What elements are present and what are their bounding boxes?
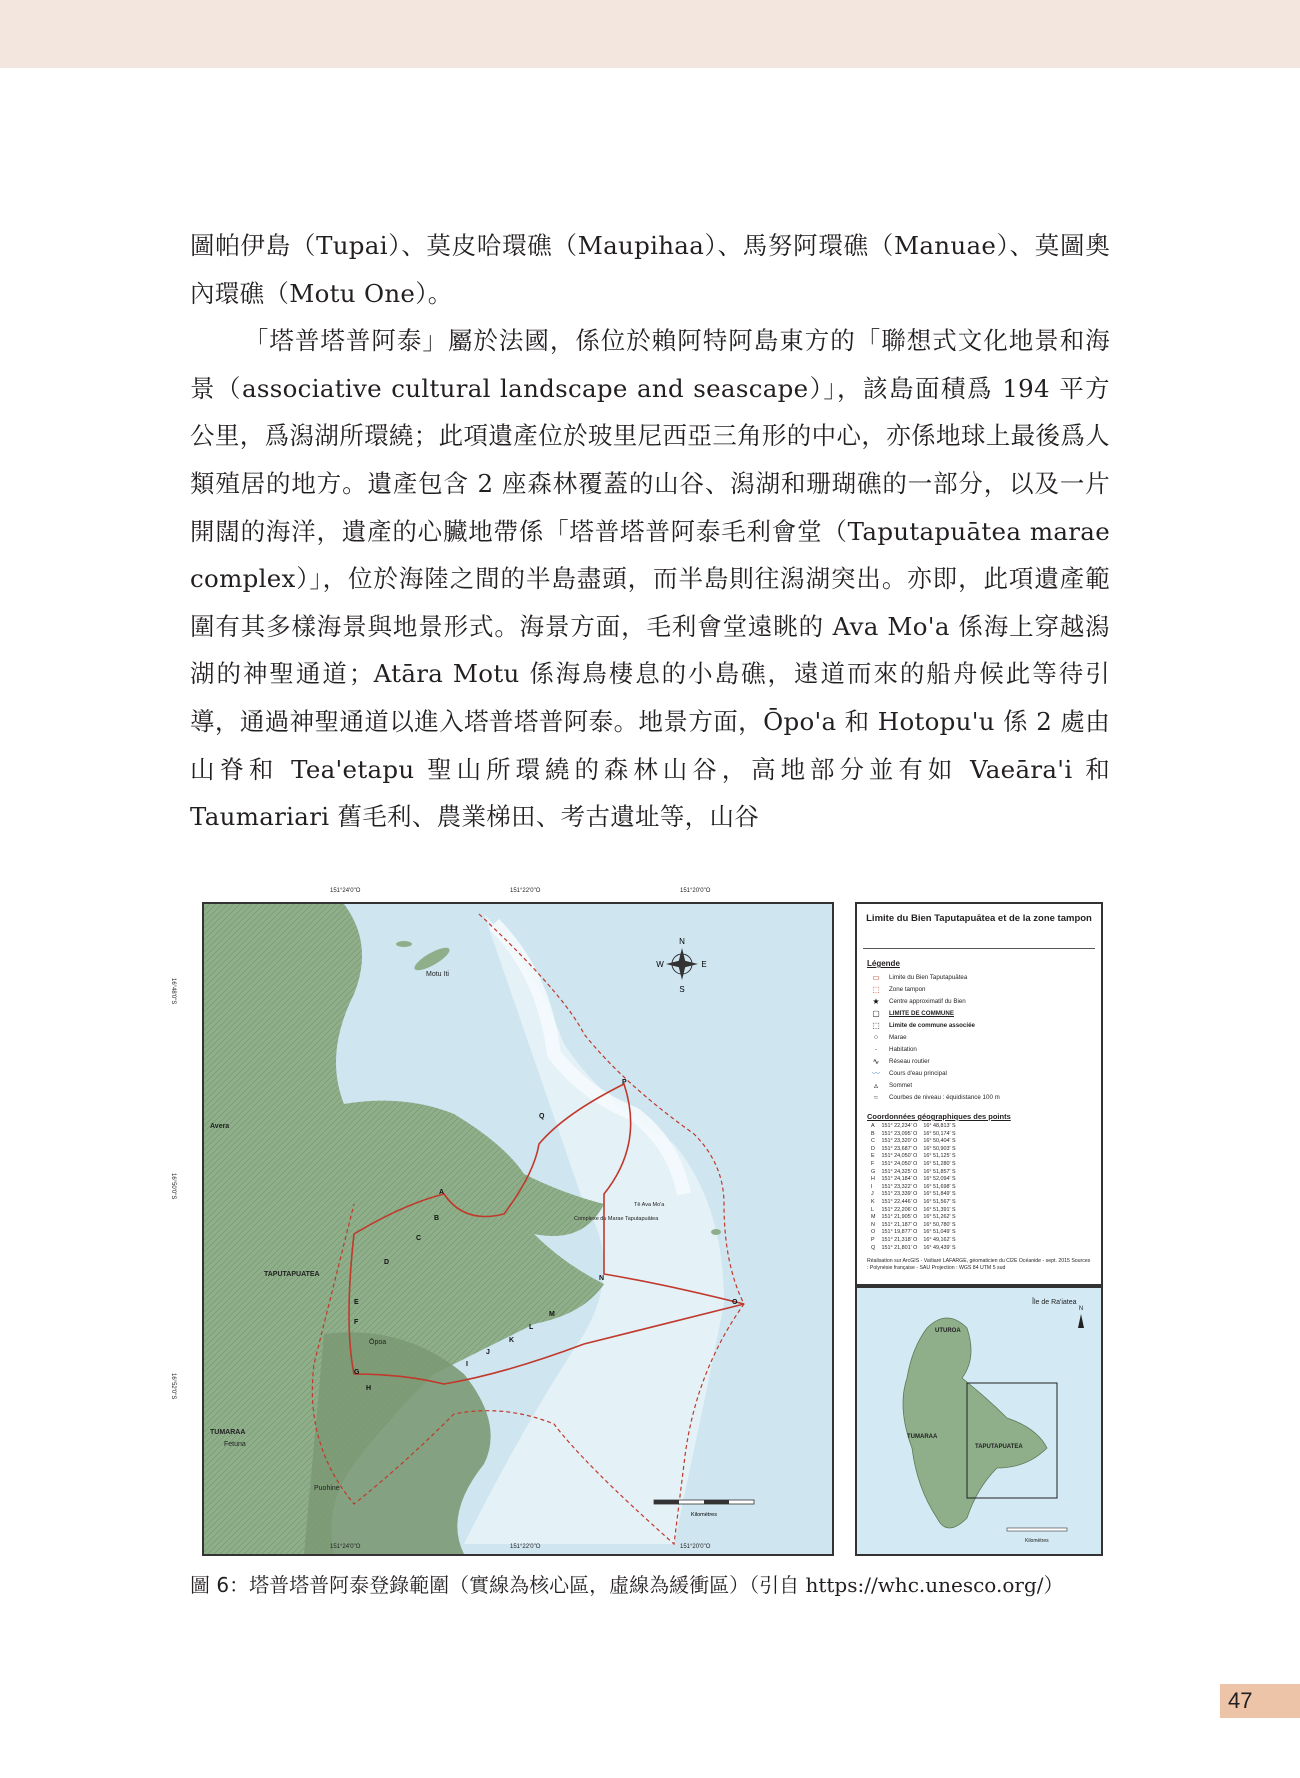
coords-row — [871, 1237, 962, 1245]
coords-cell: 151° 23,322' O — [881, 1183, 918, 1190]
lon-label-top-3: 151°20'0"O — [680, 888, 711, 894]
paragraph-1: 圖帕伊島（Tupai）、莫皮哈環礁（Maupihaa）、馬努阿環礁（Manuae）、莫圖奧內環礁（Motu One）。 — [190, 231, 1110, 308]
coords-cell: 151° 23,687' O — [881, 1145, 918, 1152]
coords-cell: O — [871, 1229, 876, 1236]
label-fetuna: Fetuna — [224, 1441, 246, 1448]
coords-cell: 151° 22,234' O — [881, 1123, 918, 1129]
islet-1 — [412, 944, 453, 974]
coords-cell: 151° 23,320' O — [881, 1138, 918, 1145]
commune-boundary-icon: ▢ — [872, 1009, 880, 1018]
coords-cell: 16° 51,125' S — [923, 1153, 956, 1160]
coords-cell: 16° 50,174' S — [923, 1130, 956, 1137]
label-opoa: Ōpoa — [369, 1339, 387, 1346]
coords-cell: L — [871, 1206, 874, 1213]
point-q: Q — [539, 1113, 545, 1120]
coords-cell: 16° 51,857' S — [923, 1168, 956, 1175]
lon-label-bottom-1: 151°24'0"O — [330, 1544, 361, 1550]
coords-row — [871, 1245, 962, 1253]
point-e: E — [354, 1299, 359, 1306]
coords-cell: 16° 51,849' S — [923, 1191, 956, 1198]
svg-text:Kilomètres: Kilomètres — [691, 1512, 717, 1518]
coords-cell: 151° 21,318' O — [881, 1236, 918, 1243]
islet-2 — [396, 941, 412, 947]
coords-title: Coordonnées géographiques des points — [867, 1112, 1011, 1121]
inset-compass-n: N — [1078, 1306, 1084, 1312]
label-taputapuatea: TAPUTAPUATEA — [264, 1271, 320, 1278]
north-arrow-icon — [1078, 1314, 1084, 1328]
legend-item: ▭ Limite du Bien Taputapuātea — [867, 972, 1101, 984]
lon-label-top-1: 151°24'0"O — [330, 888, 361, 894]
coords-cell: 16° 51,049' S — [923, 1229, 956, 1236]
point-j: J — [486, 1349, 490, 1356]
point-i: I — [466, 1361, 468, 1368]
coords-cell: 151° 21,801' O — [881, 1244, 918, 1251]
coords-cell: 151° 19,877' O — [881, 1229, 918, 1236]
point-n: N — [599, 1275, 605, 1282]
coords-cell: 16° 51,391' S — [923, 1206, 956, 1213]
coords-cell: M — [871, 1214, 876, 1221]
legend-item: 〰 Cours d'eau principal — [867, 1068, 1101, 1080]
coords-cell: 16° 50,404' S — [923, 1138, 956, 1145]
coords-cell: Q — [871, 1244, 876, 1251]
coords-row — [871, 1176, 962, 1184]
lon-label-bottom-3: 151°20'0"O — [680, 1544, 711, 1550]
star-icon: ★ — [872, 997, 880, 1006]
svg-text:E: E — [701, 960, 707, 969]
legend-title: Limite du Bien Taputapuātea et de la zone tampon — [863, 908, 1095, 949]
coords-row — [871, 1146, 962, 1154]
legend-item: ▢ LIMITE DE COMMUNE — [867, 1008, 1101, 1020]
coords-row — [871, 1229, 962, 1237]
point-c: C — [416, 1235, 422, 1242]
point-l: L — [529, 1324, 534, 1331]
point-o: O — [732, 1299, 738, 1306]
coords-cell: D — [871, 1145, 875, 1152]
coords-cell: G — [871, 1168, 876, 1175]
coords-cell: 16° 52,094' S — [923, 1176, 956, 1183]
point-b: B — [434, 1215, 440, 1222]
point-m: M — [549, 1311, 555, 1318]
coords-row — [871, 1191, 962, 1199]
coords-cell: H — [871, 1176, 875, 1183]
legend-item: ⬚ Limite de commune associée — [867, 1020, 1101, 1032]
point-f: F — [354, 1319, 359, 1326]
legend-items — [867, 972, 1101, 1104]
coords-cell: 16° 50,780' S — [923, 1221, 956, 1228]
coords-row — [871, 1207, 962, 1215]
legend-item: ⁘ Marae — [867, 1032, 1101, 1044]
legend-item: ⬚ Zone tampon — [867, 984, 1101, 996]
raiatea-island — [903, 1318, 1047, 1528]
coords-cell: 151° 24,050' O — [881, 1153, 918, 1160]
coords-cell: K — [871, 1198, 875, 1205]
islet-3 — [711, 1229, 721, 1235]
marae-icon: ⁘ — [872, 1033, 880, 1042]
legend-item: ∿ Réseau routier — [867, 1056, 1101, 1068]
body-text — [190, 222, 1110, 841]
habitation-icon: · — [874, 1045, 878, 1054]
coords-cell: 151° 24,184' O — [881, 1176, 918, 1183]
svg-text:S: S — [679, 985, 685, 994]
coords-cell: 151° 21,187' O — [881, 1221, 918, 1228]
coords-cell: 16° 48,813' S — [923, 1123, 956, 1129]
legend-item: ▵ Sommet — [867, 1080, 1101, 1092]
coords-cell: 16° 51,280' S — [923, 1160, 956, 1167]
label-avera: Avera — [210, 1123, 230, 1130]
coords-cell: C — [871, 1138, 875, 1145]
svg-text:N: N — [679, 937, 685, 946]
label-puohine: Puohine — [314, 1485, 340, 1492]
coords-cell: J — [871, 1191, 874, 1198]
point-a: A — [439, 1189, 445, 1196]
page-number: 47 — [1228, 1688, 1253, 1713]
coords-cell: 151° 22,206' O — [881, 1206, 918, 1213]
lat-label-3: 16°52'0"S — [170, 1373, 176, 1400]
coords-cell: I — [871, 1183, 873, 1190]
inset-scale-label: Kilomètres — [1025, 1538, 1049, 1544]
coords-row — [871, 1153, 962, 1161]
coords-cell: 16° 51,262' S — [923, 1214, 956, 1221]
figure-caption: 圖 6：塔普塔普阿泰登錄範圍（實線為核心區，虛線為緩衝區）（引自 https://whc.unesco.org/） — [190, 1573, 1064, 1597]
coords-cell: 151° 24,325' O — [881, 1168, 918, 1175]
label-complexe: Complexe du Marae Taputapuātea — [574, 1216, 659, 1222]
inset-scale-bar — [1007, 1528, 1067, 1531]
main-map-svg — [204, 904, 832, 1554]
coords-cell: 16° 49,162' S — [923, 1236, 956, 1243]
inset-label-taputapuatea: TAPUTAPUATEA — [975, 1444, 1023, 1450]
compass-icon — [656, 937, 706, 994]
coords-cell: A — [871, 1123, 875, 1129]
label-tea-ava-moa: Tē Ava Mo'a — [634, 1202, 665, 1208]
coords-cell: N — [871, 1221, 875, 1228]
svg-text:W: W — [656, 960, 664, 969]
coords-cell: E — [871, 1153, 875, 1160]
lat-label-1: 16°48'0"S — [170, 978, 176, 1005]
lon-label-top-2: 151°22'0"O — [510, 888, 541, 894]
coords-row — [871, 1184, 962, 1192]
point-p: P — [622, 1079, 627, 1086]
coords-table — [871, 1123, 962, 1252]
point-k: K — [509, 1337, 515, 1344]
coords-cell: 16° 49,439' S — [923, 1244, 956, 1251]
road-icon: ∿ — [872, 1057, 880, 1066]
dashed-boundary-icon: ⬚ — [872, 985, 880, 994]
coords-row — [871, 1199, 962, 1207]
coords-row — [871, 1169, 962, 1177]
legend-item: ★ Centre approximatif du Bien — [867, 996, 1101, 1008]
coords-row — [871, 1222, 962, 1230]
inset-map — [855, 1286, 1103, 1556]
coords-cell: F — [871, 1160, 875, 1167]
land-south — [304, 1332, 491, 1554]
coords-row — [871, 1131, 962, 1139]
coords-cell: 151° 22,446' O — [881, 1198, 918, 1205]
summit-icon: ▵ — [873, 1081, 878, 1090]
caption-url: https://whc.unesco.org/ — [805, 1573, 1044, 1597]
coords-cell: 16° 50,903' S — [923, 1145, 956, 1152]
label-tumaraa: TUMARAA — [210, 1429, 246, 1436]
coords-cell: 151° 23,095' O — [881, 1130, 918, 1137]
point-g: G — [354, 1369, 360, 1376]
solid-boundary-icon: ▭ — [872, 973, 880, 982]
main-map — [202, 902, 834, 1556]
legend-item: · Habitation — [867, 1044, 1101, 1056]
associated-commune-icon: ⬚ — [872, 1021, 880, 1030]
point-d: D — [384, 1259, 390, 1266]
coords-cell: 16° 51,698' S — [923, 1183, 956, 1190]
point-h: H — [366, 1385, 372, 1392]
coords-cell: 16° 51,567' S — [923, 1198, 956, 1205]
top-decorative-band — [0, 0, 1300, 68]
coords-row — [871, 1138, 962, 1146]
label-motu-iti: Motu Iti — [426, 971, 449, 978]
coords-cell: P — [871, 1236, 875, 1243]
contour-icon: ≈ — [873, 1093, 879, 1102]
coords-row — [871, 1123, 962, 1131]
map-credit: Réalisation sur ArcGIS - Vaïtiaré LAFARGE, géomaticien du Cl2E Océanide - sept. 2015 Sources : Polynésie française - SAU Projection : WGS 84 UTM 5 sud — [867, 1258, 1091, 1272]
coords-cell: 151° 24,050' O — [881, 1160, 918, 1167]
coords-cell: 151° 21,905' O — [881, 1214, 918, 1221]
legend-panel — [855, 902, 1103, 1286]
coords-row — [871, 1161, 962, 1169]
inset-title: Île de Ra'iatea — [1032, 1299, 1077, 1306]
inset-label-tumaraa: TUMARAA — [907, 1434, 938, 1440]
paragraph-2: 「塔普塔普阿泰」屬於法國，係位於賴阿特阿島東方的「聯想式文化地景和海景（associative cultural landscape and seascape）」，該島面積爲 194 平方公里，爲潟湖所環繞；此項遺產位於玻里尼西亞三角形的中心，亦係地球上最後爲人類殖居的地方。遺產包含 2 座森林覆蓋的山谷、潟湖和珊瑚礁的一部分，以及一片開闊的海洋，遺產的心臟地帶係「塔普塔普阿泰毛利會堂（Taputapuātea marae complex）」，位於海陸之間的半島盡頭，而半島則往潟湖突出。亦即，此項遺產範圍有其多樣海景與地景形式。海景方面，毛利會堂遠眺的 Ava Mo'a 係海上穿越潟湖的神聖通道；Atāra Motu 係海鳥棲息的小島礁，遠道而來的船舟候此等待引導，通過神聖通道以進入塔普塔普阿泰。地景方面，Ōpo'a 和 Hotopu'u 係 2 處由山脊和 Tea'etapu 聖山所環繞的森林山谷，高地部分並有如 Vaeāra'i 和 Taumariari 舊毛利、農業梯田、考古遺址等，山谷 — [190, 326, 1110, 832]
legend-item: ≈ Courbes de niveau : équidistance 100 m — [867, 1092, 1101, 1104]
lat-label-2: 16°50'0"S — [170, 1173, 176, 1200]
coords-row — [871, 1214, 962, 1222]
coords-cell: 151° 23,339' O — [881, 1191, 918, 1198]
inset-label-uturoa: UTUROA — [935, 1328, 961, 1334]
legend-heading: Légende — [867, 959, 900, 968]
coords-cell: B — [871, 1130, 875, 1137]
lon-label-bottom-2: 151°22'0"O — [510, 1544, 541, 1550]
river-icon: 〰 — [872, 1069, 880, 1078]
figure-map — [170, 888, 1110, 1552]
inset-map-svg — [857, 1288, 1101, 1554]
